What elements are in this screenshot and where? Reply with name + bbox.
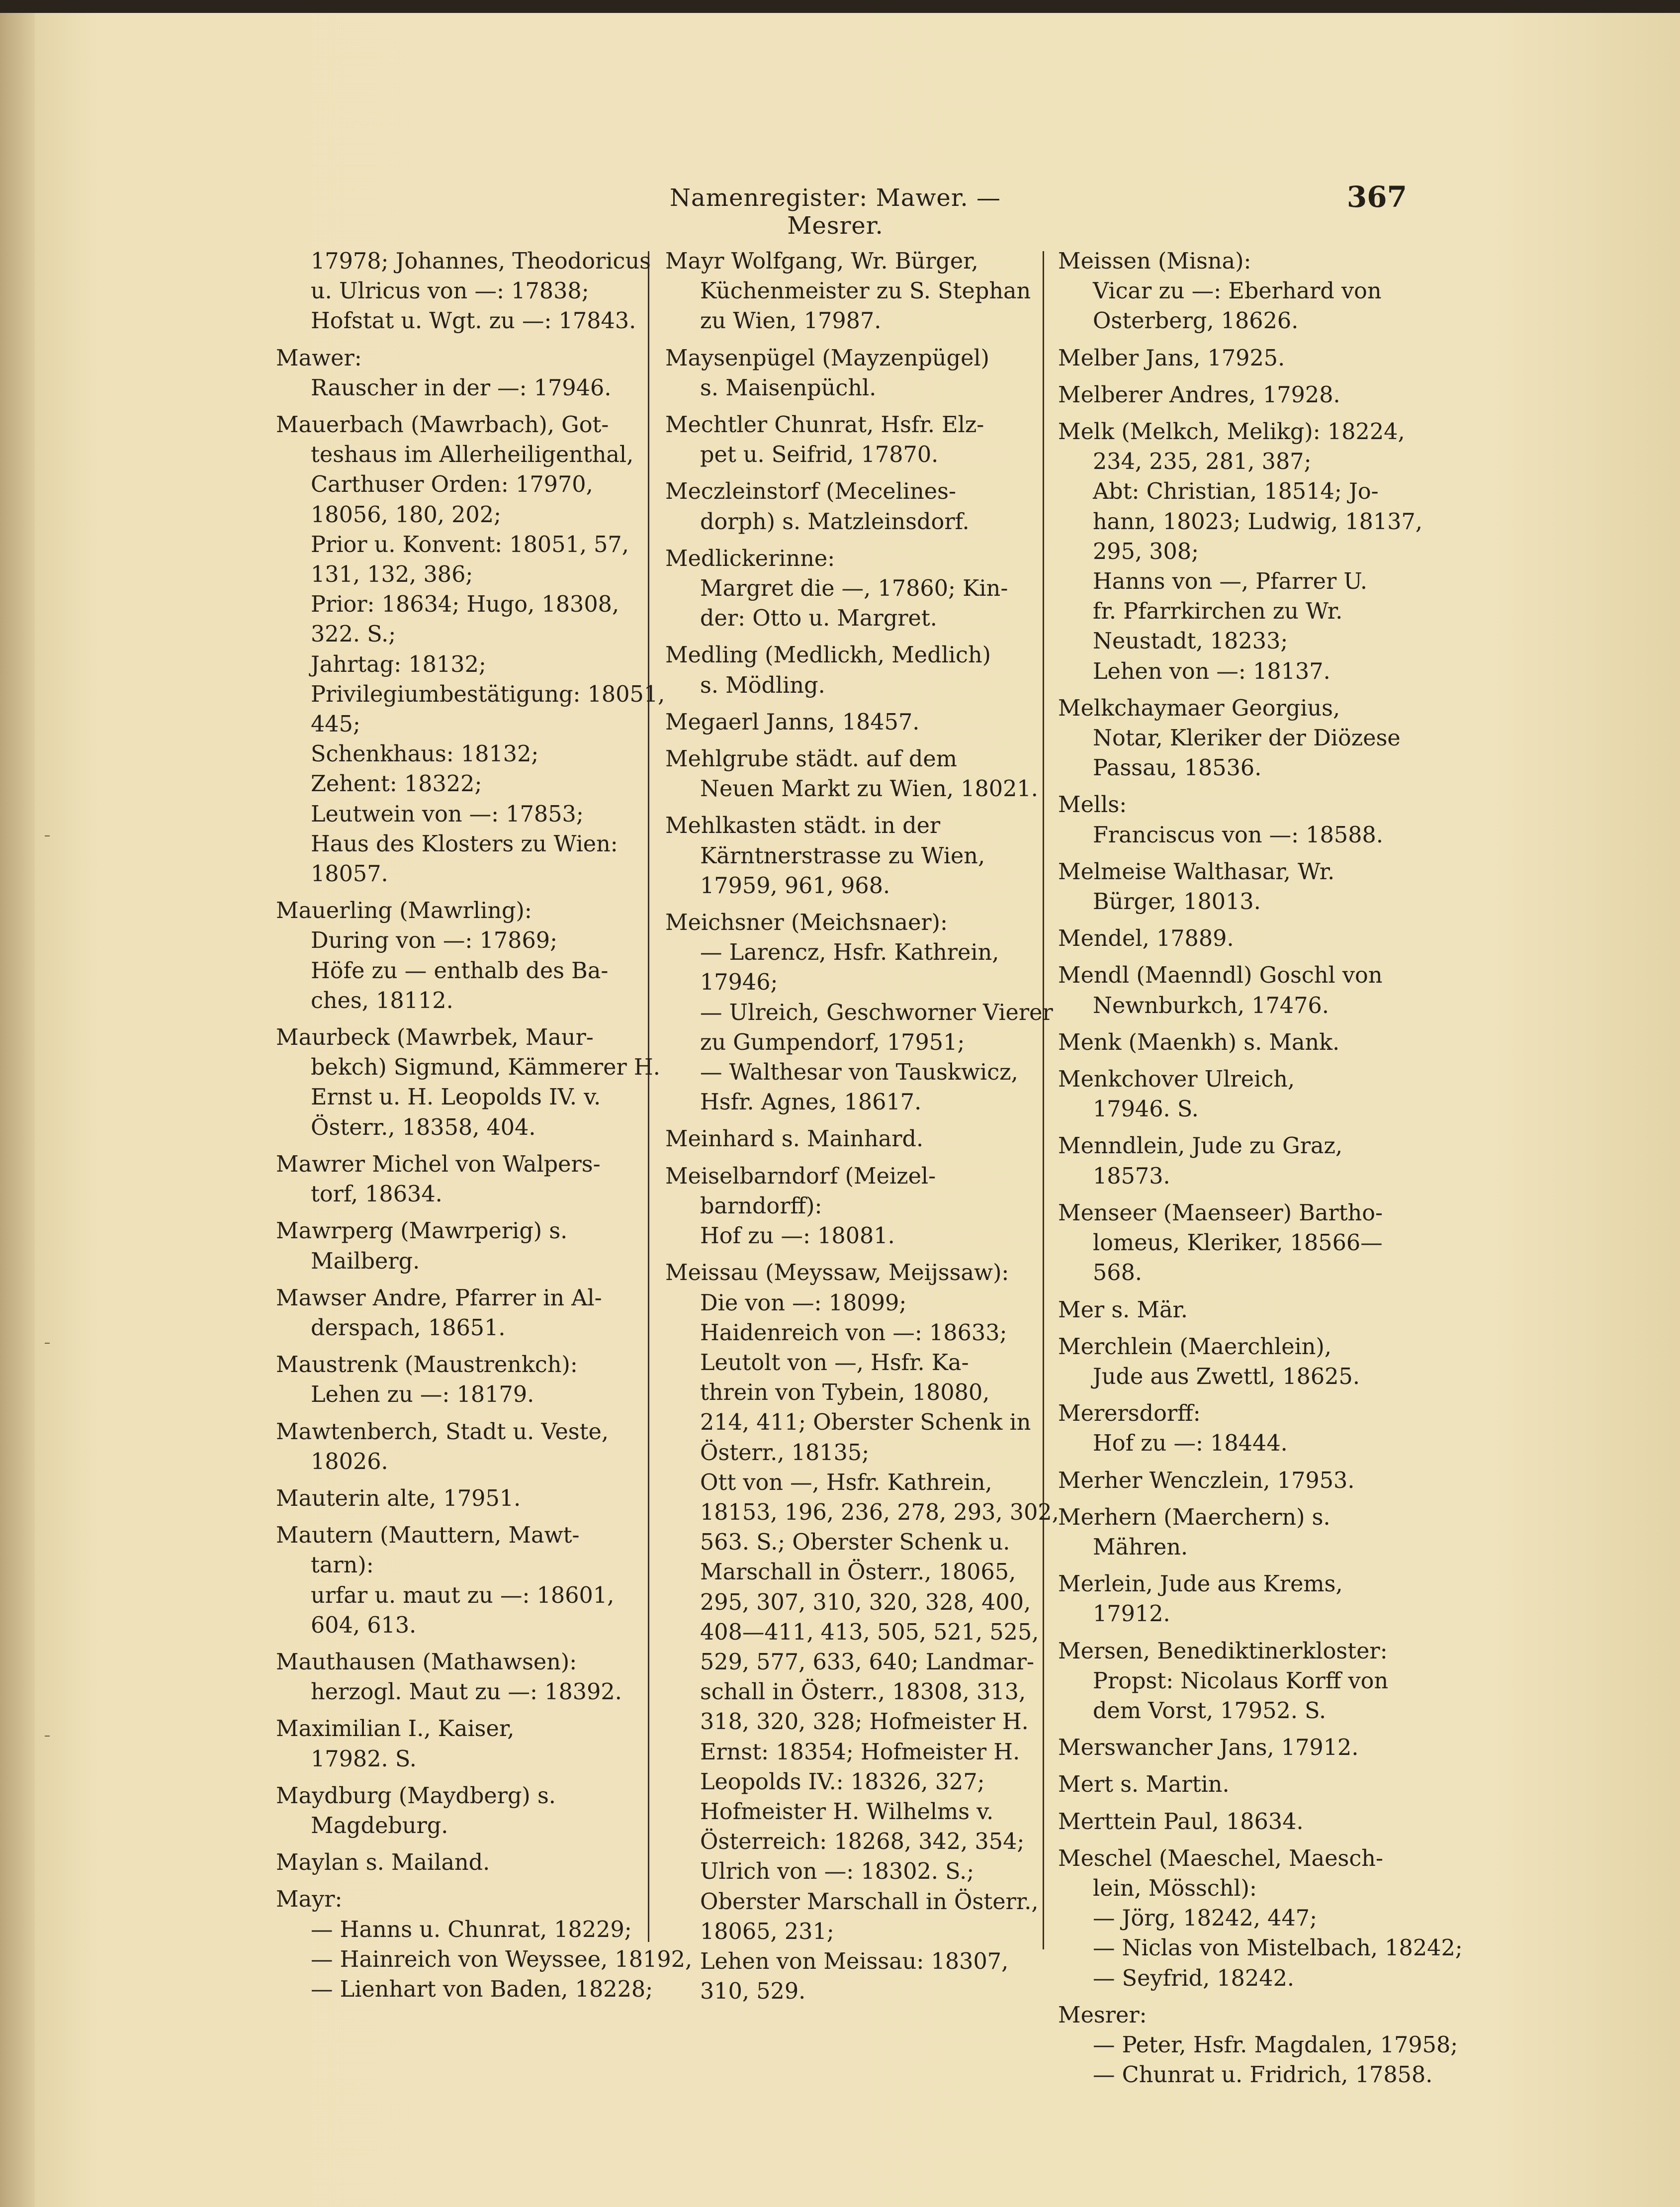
- index-entry-line: — Lienhart von Baden, 18228;: [311, 1976, 653, 2002]
- index-entry-line: Abt: Christian, 18514; Jo-: [1093, 479, 1379, 505]
- index-entry-line: Notar, Kleriker der Diözese: [1093, 726, 1401, 751]
- index-entry-headword-line: Mer s. Mär.: [1058, 1297, 1188, 1323]
- index-entry: [1058, 2001, 1458, 2091]
- index-entry: [1058, 1399, 1416, 1459]
- index-entry-line: Hof zu —: 18081.: [700, 1223, 895, 1249]
- index-entry-line: Hsfr. Agnes, 18617.: [700, 1090, 922, 1115]
- index-entry: [1058, 1637, 1416, 1727]
- index-entry-line: 17959, 961, 968.: [700, 873, 890, 899]
- index-entry-headword-line: Meissau (Meyssaw, Meijssaw):: [665, 1260, 1009, 1286]
- index-entry-line: 295, 308;: [1093, 539, 1199, 564]
- index-entry: [665, 477, 1021, 537]
- index-entry: [276, 1150, 634, 1209]
- index-entry-headword-line: Mehlgrube städt. auf dem: [665, 746, 957, 772]
- index-entry: [1058, 1569, 1416, 1629]
- index-entry-headword-line: Meczleinstorf (Mecelines-: [665, 479, 956, 505]
- index-entry: [665, 544, 1021, 634]
- index-entry: [665, 247, 1031, 337]
- scan-top-edge: [0, 0, 1680, 13]
- index-entry-line: 18573.: [1093, 1163, 1170, 1189]
- index-entry-headword-line: Maustrenk (Maustrenkch):: [276, 1352, 578, 1378]
- index-entry-headword-line: Mendel, 17889.: [1058, 926, 1234, 952]
- index-entry-line: 18065, 231;: [700, 1919, 834, 1944]
- index-column-3: [1058, 247, 1463, 2097]
- index-entry-line: 234, 235, 281, 387;: [1093, 449, 1312, 475]
- index-entry-headword-line: Mesrer:: [1058, 2002, 1147, 2028]
- margin-mark: [45, 1343, 50, 1344]
- index-entry-headword-line: Merlein, Jude aus Krems,: [1058, 1571, 1343, 1597]
- index-entry-line: 445;: [311, 712, 360, 737]
- index-entry-line: teshaus im Allerheiligenthal,: [311, 442, 634, 468]
- index-entry-headword-line: Merhern (Maerchern) s.: [1058, 1504, 1330, 1530]
- index-entry: [1058, 1844, 1463, 1994]
- index-entry-line: 318, 320, 328; Hofmeister H.: [700, 1709, 1029, 1735]
- index-entry: [1058, 1065, 1416, 1124]
- index-entry-line: Privilegiumbestätigung: 18051,: [311, 681, 665, 707]
- index-entry-line: 18056, 180, 202;: [311, 502, 502, 528]
- index-entry-headword-line: Meichsner (Meichsnaer):: [665, 910, 948, 936]
- index-entry-headword-line: Mauerling (Mawrling):: [276, 898, 532, 924]
- index-entry-line: s. Mödling.: [700, 672, 825, 698]
- index-entry-headword-line: Maylan s. Mailand.: [276, 1850, 490, 1876]
- index-entry-headword-line: Melkchaymaer Georgius,: [1058, 695, 1340, 721]
- margin-mark: [45, 1736, 50, 1737]
- index-entry-line: Lehen von —: 18137.: [1093, 658, 1330, 684]
- index-entry: [1058, 247, 1416, 337]
- index-entry-headword-line: Mauthausen (Mathawsen):: [276, 1649, 577, 1675]
- index-entry-line: Marschall in Österr., 18065,: [700, 1560, 1016, 1585]
- index-entry-line: — Peter, Hsfr. Magdalen, 17958;: [1093, 2032, 1458, 2058]
- index-entry-headword-line: Mayr Wolfgang, Wr. Bürger,: [665, 249, 978, 274]
- index-entry-line: Hanns von —, Pfarrer U.: [1093, 569, 1367, 595]
- index-entry-headword-line: Mehlkasten städt. in der: [665, 813, 941, 839]
- index-entry-headword-line: Mautern (Mauttern, Mawt-: [276, 1523, 580, 1549]
- index-entry: [1058, 417, 1423, 687]
- index-entry-line: Österr., 18135;: [700, 1440, 870, 1466]
- margin-mark: [45, 835, 50, 836]
- index-entry-line: During von —: 17869;: [311, 928, 558, 954]
- index-entry-headword-line: Mauerbach (Mawrbach), Got-: [276, 412, 609, 438]
- index-entry-headword-line: Medlickerinne:: [665, 546, 835, 571]
- index-entry-line: — Jörg, 18242, 447;: [1093, 1906, 1318, 1931]
- index-entry: [1058, 1198, 1416, 1288]
- index-entry-line: ches, 18112.: [311, 988, 453, 1013]
- index-entry-line: derspach, 18651.: [311, 1315, 506, 1341]
- column-rule: [1043, 251, 1044, 1949]
- index-entry-line: Küchenmeister zu S. Stephan: [700, 278, 1031, 304]
- index-entry-line: — Niclas von Mistelbach, 18242;: [1093, 1935, 1463, 1961]
- index-entry-headword-line: Mechtler Chunrat, Hsfr. Elz-: [665, 412, 984, 438]
- index-entry: [1058, 1295, 1416, 1325]
- index-entry-headword-line: Menndlein, Jude zu Graz,: [1058, 1133, 1343, 1159]
- index-entry-line: zu Wien, 17987.: [700, 308, 882, 334]
- index-entry-line: Ernst: 18354; Hofmeister H.: [700, 1739, 1020, 1765]
- index-entry-headword-line: Merttein Paul, 18634.: [1058, 1809, 1304, 1835]
- index-entry-line: — Ulreich, Geschworner Vierer: [700, 1000, 1053, 1025]
- index-entry: [276, 1521, 634, 1641]
- index-entry-line: s. Maisenpüchl.: [700, 375, 877, 401]
- index-entry-line: bekch) Sigmund, Kämmerer H.: [311, 1055, 660, 1081]
- index-entry-headword-line: Meissen (Misna):: [1058, 249, 1251, 274]
- index-entry-line: Schenkhaus: 18132;: [311, 741, 539, 767]
- index-entry: [1058, 380, 1416, 410]
- index-entry-line: Ernst u. H. Leopolds IV. v.: [311, 1085, 601, 1110]
- index-entry: [1058, 1466, 1416, 1496]
- index-entry-line: dorph) s. Matzleinsdorf.: [700, 509, 970, 535]
- index-entry-line: Prior u. Konvent: 18051, 57,: [311, 532, 629, 557]
- index-entry-headword-line: Melmeise Walthasar, Wr.: [1058, 859, 1335, 885]
- index-entry-line: pet u. Seifrid, 17870.: [700, 442, 939, 468]
- index-entry-headword-line: Maurbeck (Mawrbek, Maur-: [276, 1025, 594, 1051]
- index-entry: [1058, 1770, 1416, 1800]
- index-entry-headword-line: Merher Wenczlein, 17953.: [1058, 1468, 1355, 1493]
- index-entry-line: Jude aus Zwettl, 18625.: [1093, 1364, 1360, 1389]
- index-entry-line: torf, 18634.: [311, 1182, 442, 1207]
- index-entry: [665, 1258, 1059, 2007]
- index-entry: [665, 344, 1021, 403]
- index-entry-line: Oberster Marschall in Österr.,: [700, 1889, 1039, 1915]
- index-entry-line: Mailberg.: [311, 1248, 420, 1274]
- index-entry-line: Prior: 18634; Hugo, 18308,: [311, 592, 619, 618]
- index-entry-line: Osterberg, 18626.: [1093, 308, 1299, 334]
- index-entry-line: Newnburkch, 17476.: [1093, 993, 1329, 1018]
- index-entry-line: Österr., 18358, 404.: [311, 1114, 536, 1140]
- index-entry-line: 214, 411; Oberster Schenk in: [700, 1410, 1031, 1436]
- index-entry: [665, 811, 1021, 901]
- index-entry-line: 18153, 196, 236, 278, 293, 302,: [700, 1499, 1059, 1525]
- index-entry-headword-line: Mayr:: [276, 1887, 343, 1913]
- index-entry-headword-line: Mawrperg (Mawrperig) s.: [276, 1218, 568, 1244]
- index-entry-line: Neustadt, 18233;: [1093, 629, 1288, 654]
- index-entry: [665, 1124, 1021, 1154]
- index-entry-line: tarn):: [311, 1553, 374, 1578]
- index-entry-line: Jahrtag: 18132;: [311, 651, 486, 677]
- index-entry-headword-line: Maydburg (Maydberg) s.: [276, 1783, 556, 1809]
- index-entry-headword-line: Menk (Maenkh) s. Mank.: [1058, 1029, 1340, 1055]
- index-entry: [1058, 961, 1416, 1020]
- index-entry: [1058, 1028, 1416, 1058]
- index-entry: [1058, 344, 1416, 373]
- index-entry-line: Ulrich von —: 18302. S.;: [700, 1859, 974, 1885]
- index-entry: [276, 1484, 634, 1514]
- index-entry-line: Magdeburg.: [311, 1813, 448, 1839]
- index-entry-line: 568.: [1093, 1260, 1143, 1286]
- index-entry-line: 408—411, 413, 505, 521, 525,: [700, 1619, 1039, 1645]
- index-entry-line: Die von —: 18099;: [700, 1290, 907, 1316]
- index-entry-line: barndorff):: [700, 1193, 822, 1219]
- index-entry-headword-line: Megaerl Janns, 18457.: [665, 709, 920, 735]
- index-entry: [276, 410, 665, 889]
- index-entry-line: Propst: Nicolaus Korff von: [1093, 1668, 1389, 1694]
- index-entry-line: Carthuser Orden: 17970,: [311, 472, 593, 498]
- index-entry-line: 322. S.;: [311, 622, 396, 647]
- index-entry-headword-line: Medling (Medlickh, Medlich): [665, 643, 991, 668]
- index-entry-line: 18026.: [311, 1449, 388, 1474]
- index-entry-headword-line: Mawrer Michel von Walpers-: [276, 1151, 601, 1177]
- index-entry-headword-line: Melk (Melkch, Melikg): 18224,: [1058, 419, 1405, 445]
- index-entry-headword-line: Merersdorff:: [1058, 1401, 1201, 1427]
- index-entry-headword-line: Mersen, Benediktinerkloster:: [1058, 1638, 1388, 1664]
- index-entry-line: Neuen Markt zu Wien, 18021.: [700, 776, 1038, 802]
- index-entry: [276, 344, 634, 403]
- index-entry-line: Ott von —, Hsfr. Kathrein,: [700, 1470, 992, 1495]
- index-entry: [665, 908, 1053, 1117]
- index-entry-headword-line: Mawer:: [276, 345, 362, 371]
- index-entry-line: Zehent: 18322;: [311, 771, 482, 797]
- index-entry-line: 310, 529.: [700, 1979, 806, 2005]
- index-entry-headword-line: Menseer (Maenseer) Bartho-: [1058, 1200, 1383, 1226]
- index-entry-line: — Chunrat u. Fridrich, 17858.: [1093, 2062, 1433, 2088]
- index-entry: [276, 1781, 634, 1841]
- index-entry-headword-line: Menkchover Ulreich,: [1058, 1067, 1295, 1093]
- index-entry: [665, 410, 1021, 470]
- index-entry: [276, 1216, 634, 1276]
- index-entry-line: — Larencz, Hsfr. Kathrein,: [700, 940, 999, 966]
- index-entry: [276, 1885, 693, 2005]
- book-spine-shadow: [0, 13, 35, 2207]
- index-entry: [1058, 790, 1416, 850]
- index-entry-line: Leutolt von —, Hsfr. Ka-: [700, 1350, 969, 1376]
- index-entry-headword-line: Mawtenberch, Stadt u. Veste,: [276, 1419, 609, 1445]
- index-entry: [1058, 1332, 1416, 1392]
- index-entry: [1058, 924, 1416, 954]
- index-entry-line: Vicar zu —: Eberhard von: [1093, 278, 1382, 304]
- index-entry-line: der: Otto u. Margret.: [700, 606, 937, 632]
- index-entry: [1058, 1807, 1416, 1837]
- index-entry-line: Hofmeister H. Wilhelms v.: [700, 1799, 994, 1825]
- index-entry-line: Lehen von Meissau: 18307,: [700, 1948, 1009, 1974]
- index-column-1: [276, 247, 693, 2012]
- index-entry-headword-line: Mauterin alte, 17951.: [276, 1485, 521, 1511]
- index-entry-line: zu Gumpendorf, 17951;: [700, 1029, 965, 1055]
- index-entry-line: — Seyfrid, 18242.: [1093, 1965, 1295, 1991]
- index-entry-line: 131, 132, 386;: [311, 562, 473, 588]
- index-entry-line: 604, 613.: [311, 1612, 417, 1638]
- index-entry: [1058, 1131, 1416, 1191]
- index-entry-headword-line: Meiselbarndorf (Meizel-: [665, 1163, 936, 1189]
- index-entry-line: 529, 577, 633, 640; Landmar-: [700, 1649, 1035, 1675]
- index-entry-line: 17946. S.: [1093, 1097, 1199, 1122]
- index-entry-line: Österreich: 18268, 342, 354;: [700, 1829, 1025, 1855]
- column-rule: [648, 251, 649, 1942]
- index-entry: [276, 1714, 634, 1774]
- index-entry-line: Höfe zu — enthalb des Ba-: [311, 958, 609, 984]
- index-entry-line: Bürger, 18013.: [1093, 889, 1261, 915]
- index-entry-headword-line: Melber Jans, 17925.: [1058, 345, 1285, 371]
- index-entry-line: u. Ulricus von —: 17838;: [311, 278, 589, 304]
- index-entry: [1058, 1503, 1416, 1563]
- index-entry-line: dem Vorst, 17952. S.: [1093, 1698, 1326, 1724]
- index-entry-line: urfar u. maut zu —: 18601,: [311, 1582, 615, 1608]
- index-entry-line: 17912.: [1093, 1601, 1170, 1627]
- index-entry: [276, 1284, 634, 1343]
- index-entry-headword-line: Maysenpügel (Mayzenpügel): [665, 345, 990, 371]
- index-entry: [276, 1848, 634, 1878]
- index-entry-line: Kärntnerstrasse zu Wien,: [700, 843, 985, 869]
- index-entry: [665, 708, 1021, 737]
- index-entry-line: Lehen zu —: 18179.: [311, 1382, 534, 1408]
- index-entry-headword-line: Meinhard s. Mainhard.: [665, 1126, 924, 1152]
- index-entry: [276, 1350, 634, 1410]
- index-entry-line: Mähren.: [1093, 1534, 1188, 1560]
- index-entry: [276, 1417, 634, 1477]
- index-entry-line: Hofstat u. Wgt. zu —: 17843.: [311, 308, 636, 334]
- index-entry-line: Haus des Klosters zu Wien:: [311, 831, 618, 857]
- index-entry-line: 17978; Johannes, Theodoricus: [311, 249, 651, 274]
- index-entry: [276, 896, 634, 1016]
- index-entry-line: Haidenreich von —: 18633;: [700, 1320, 1007, 1346]
- index-entry-headword-line: Merchlein (Maerchlein),: [1058, 1334, 1331, 1360]
- index-entry: [1058, 694, 1416, 784]
- index-entry: [665, 744, 1038, 804]
- index-entry-line: 17946;: [700, 970, 778, 996]
- index-entry-headword-line: Merswancher Jans, 17912.: [1058, 1735, 1359, 1761]
- index-entry-headword-line: Maximilian I., Kaiser,: [276, 1716, 515, 1742]
- index-entry-line: — Hanns u. Chunrat, 18229;: [311, 1917, 632, 1942]
- index-entry: [276, 1648, 634, 1707]
- index-entry-headword-line: Mawser Andre, Pfarrer in Al-: [276, 1285, 602, 1311]
- index-entry-line: — Walthesar von Tauskwicz,: [700, 1060, 1018, 1086]
- index-entry-headword-line: Mells:: [1058, 792, 1127, 818]
- index-entry-headword-line: Melberer Andres, 17928.: [1058, 382, 1340, 408]
- index-entry: [1058, 1733, 1416, 1763]
- index-entry: [665, 641, 1021, 700]
- index-entry: [665, 1162, 1021, 1252]
- index-entry: [276, 247, 651, 337]
- index-entry-line: — Hainreich von Weyssee, 18192,: [311, 1946, 693, 1972]
- page-number: 367: [1346, 180, 1407, 214]
- index-entry-line: lomeus, Kleriker, 18566—: [1093, 1230, 1383, 1256]
- index-entry-line: 563. S.; Oberster Schenk u.: [700, 1530, 1010, 1556]
- index-entry-line: schall in Österr., 18308, 313,: [700, 1679, 1026, 1705]
- index-entry-line: herzogl. Maut zu —: 18392.: [311, 1679, 622, 1705]
- index-entry-line: Margret die —, 17860; Kin-: [700, 576, 1008, 602]
- index-entry-line: Rauscher in der —: 17946.: [311, 375, 612, 401]
- index-entry-line: Leopolds IV.: 18326, 327;: [700, 1769, 985, 1795]
- index-entry-line: 295, 307, 310, 320, 328, 400,: [700, 1589, 1031, 1615]
- index-entry-line: lein, Mösschl):: [1093, 1875, 1257, 1901]
- index-column-2: [665, 247, 1059, 2014]
- index-entry-headword-line: Mendl (Maenndl) Goschl von: [1058, 963, 1383, 989]
- running-header: Namenregister: Mawer. — Mesrer.: [669, 184, 1001, 240]
- index-entry-line: 17982. S.: [311, 1746, 417, 1772]
- index-entry-headword-line: Meschel (Maeschel, Maesch-: [1058, 1845, 1383, 1871]
- index-entry-line: threin von Tybein, 18080,: [700, 1380, 990, 1406]
- index-entry-line: Franciscus von —: 18588.: [1093, 822, 1383, 848]
- index-entry-line: hann, 18023; Ludwig, 18137,: [1093, 509, 1423, 535]
- index-entry-headword-line: Mert s. Martin.: [1058, 1772, 1230, 1798]
- index-entry-line: Leutwein von —: 17853;: [311, 801, 584, 827]
- index-entry: [276, 1023, 660, 1143]
- index-entry-line: 18057.: [311, 861, 388, 887]
- index-entry-line: Hof zu —: 18444.: [1093, 1431, 1288, 1457]
- index-entry-line: fr. Pfarrkirchen zu Wr.: [1093, 599, 1343, 625]
- index-entry-line: Passau, 18536.: [1093, 755, 1262, 781]
- index-entry: [1058, 857, 1416, 917]
